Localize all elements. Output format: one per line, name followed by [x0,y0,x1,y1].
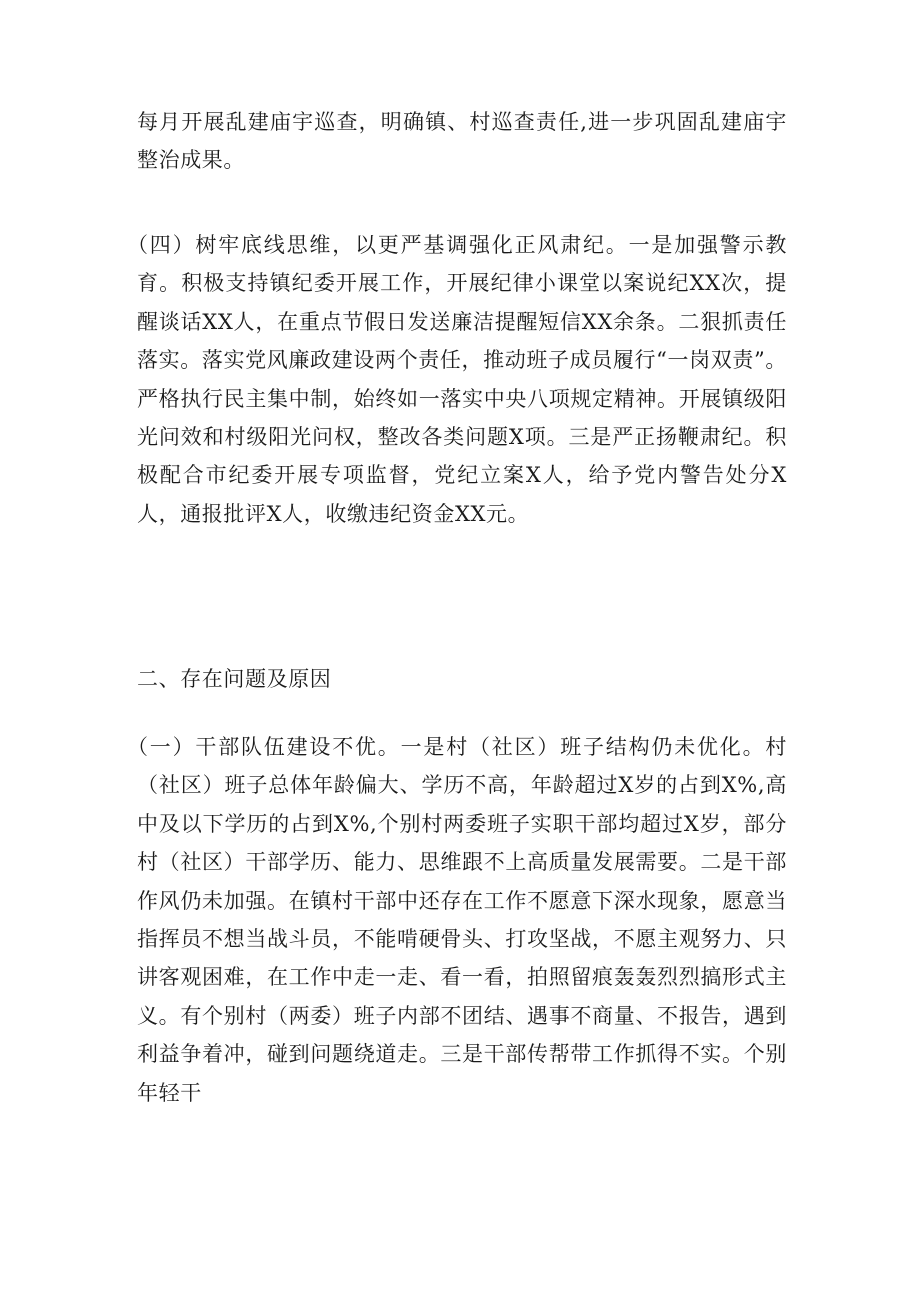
paragraph-cadre-team: （一）干部队伍建设不优。一是村（社区）班子结构仍未优化。村（社区）班子总体年龄偏大、学历不高，年龄超过X岁的占到X%,高中及以下学历的占到X%,个别村两委班子实职干部均超过X岁，部分村（社区）干部学历、能力、思维跟不上高质量发展需要。二是干部作风仍未加强。在镇村干部中还存在工作不愿意下深水现象，愿意当指挥员不想当战斗员，不能啃硬骨头、打攻坚战，不愿主观努力、只讲客观困难，在工作中走一走、看一看，拍照留痕轰轰烈烈搞形式主义。有个别村（两委）班子内部不团结、遇事不商量、不报告，遇到利益争着冲，碰到问题绕道走。三是干部传帮带工作抓得不实。个别年轻干 [127,735,787,1105]
paragraph-discipline-section: （四）树牢底线思维，以更严基调强化正风肃纪。一是加强警示教育。积极支持镇纪委开展工作，开展纪律小课堂以案说纪XX次，提醒谈话XX人，在重点节假日发送廉洁提醒短信XX余条。二狠抓责任落实。落实党风廉政建设两个责任，推动班子成员履行“一岗双责”。严格执行民主集中制，始终如一落实中央八项规定精神。开展镇级阳光问效和村级阳光问权，整改各类问题X项。三是严正扬鞭肃纪。积极配合市纪委开展专项监督，党纪立案X人，给予党内警告处分X人，通报批评X人，收缴违纪资金XX元。 [127,233,787,526]
section-heading-problems: 二、存在问题及原因 [137,667,332,691]
paragraph-temple-inspection: 每月开展乱建庙宇巡查，明确镇、村巡查责任,进一步巩固乱建庙宇整治成果。 [137,110,787,173]
